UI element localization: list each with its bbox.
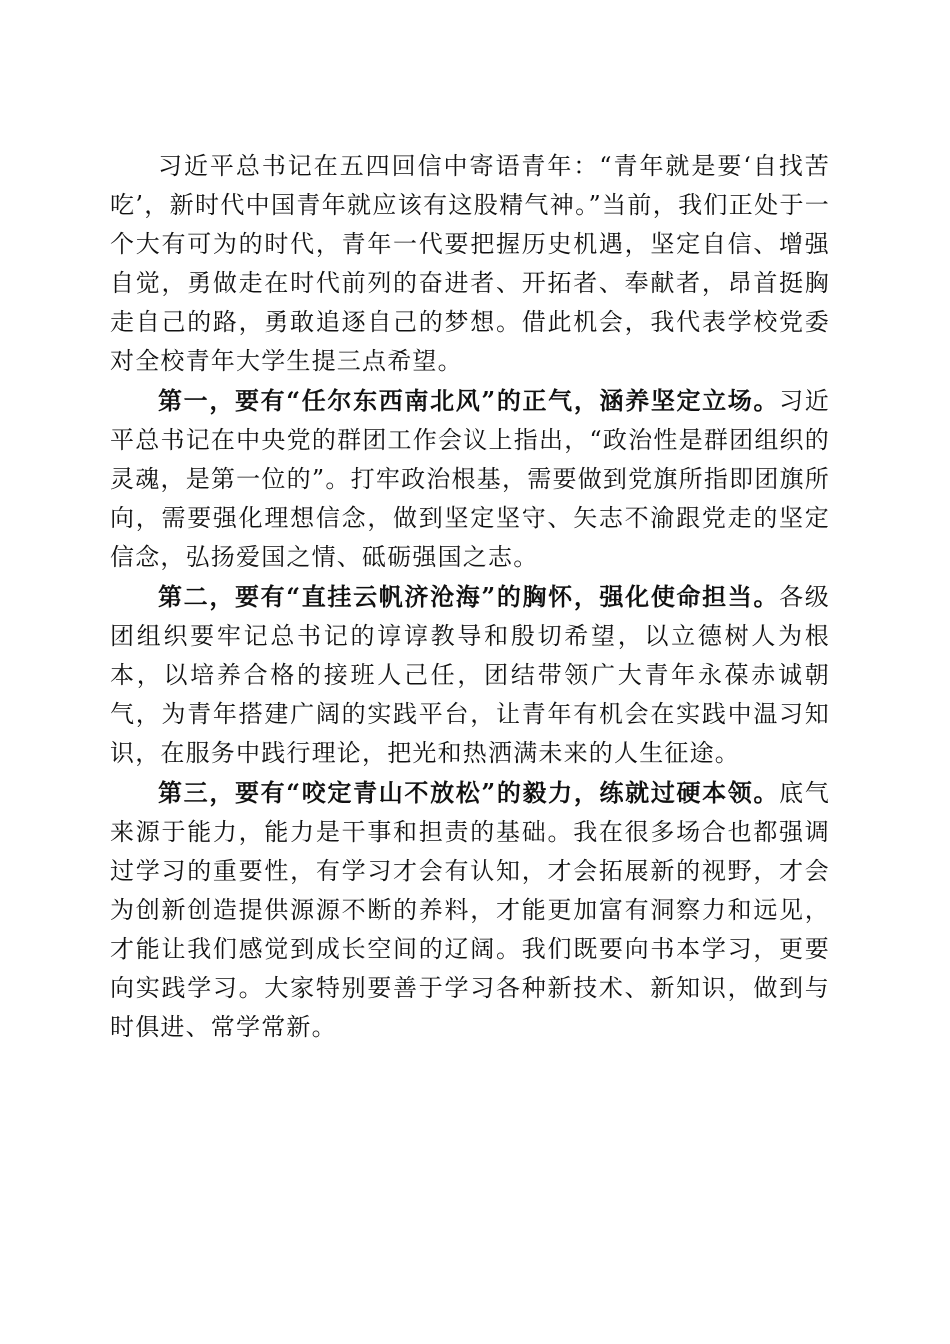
paragraph-lead: 第三，要有“咬定青山不放松”的毅力，练就过硬本领。 bbox=[158, 778, 780, 807]
paragraph-lead: 第一，要有“任尔东西南北风”的正气，涵养坚定立场。 bbox=[158, 386, 780, 415]
paragraph-text: 习近平总书记在五四回信中寄语青年：“青年就是要‘自找苦吃’，新时代中国青年就应该有这股精气神。”当前，我们正处于一个大有可为的时代，青年一代要把握历史机遇，坚定自信、增强自觉，勇做走在时代前列的奋进者、开拓者、奉献者，昂首挺胸走自己的路，勇敢追逐自己的梦想。借此机会，我代表学校党委对全校青年大学生提三点希望。 bbox=[110, 152, 830, 375]
document-body bbox=[110, 146, 830, 1047]
paragraph-text: 习近平总书记在中央党的群团工作会议上指出，“政治性是群团组织的灵魂，是第一位的”。打牢政治根基，需要做到党旗所指即团旗所向，需要强化理想信念，做到坚定坚守、矢志不渝跟党走的坚定信念，弘扬爱国之情、砥砺强国之志。 bbox=[110, 387, 831, 571]
paragraph-intro bbox=[110, 146, 830, 381]
paragraph-text: 底气来源于能力，能力是干事和担责的基础。我在很多场合也都强调过学习的重要性，有学习才会有认知，才会拓展新的视野，才会为创新创造提供源源不断的养料，才能更加富有洞察力和远见，才能让我们感觉到成长空间的辽阔。我们既要向书本学习，更要向实践学习。大家特别要善于学习各种新技术、新知识，做到与时俱进、常学常新。 bbox=[110, 779, 831, 1041]
paragraph-lead: 第二，要有“直挂云帆济沧海”的胸怀，强化使命担当。 bbox=[158, 582, 780, 611]
paragraph-point-two bbox=[110, 577, 830, 773]
paragraph-text: 各级团组织要牢记总书记的谆谆教导和殷切希望，以立德树人为根本，以培养合格的接班人己任，团结带领广大青年永葆赤诚朝气，为青年搭建广阔的实践平台，让青年有机会在实践中温习知识，在服务中践行理论，把光和热洒满未来的人生征途。 bbox=[110, 583, 831, 767]
paragraph-point-three bbox=[110, 773, 830, 1047]
paragraph-point-one bbox=[110, 381, 830, 577]
